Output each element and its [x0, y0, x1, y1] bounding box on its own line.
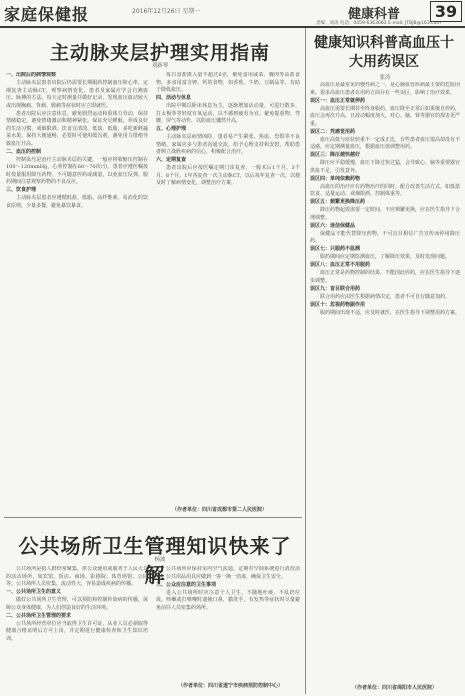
paragraph: 降压应平稳缓慢，血压下降过快过猛，会导致心、脑等重要器官供血不足，引发意外。 [310, 160, 460, 174]
subheading: 三、公众应注意的卫生事项 [156, 581, 217, 588]
subheading: 三、饮食护理 [6, 187, 37, 193]
article1-column-1 [6, 72, 148, 502]
article1-byline: 刘新琴 [151, 63, 169, 69]
subheading: 误区二：凭感觉用药 [310, 128, 356, 135]
paragraph: 公共场所应保持室内空气流通，定期对空调系统进行清洗消毒，公共用品用具应做到一客一换一消毒，确保卫生安全。 [156, 566, 300, 580]
subheading: 误区十：忽视药物副作用 [310, 301, 366, 308]
subheading: 误区三：降压越快越好 [310, 152, 361, 158]
subheading: 误区九：盲目联合用药 [310, 285, 361, 292]
paragraph: 高血压的治疗应在药物治疗的同时，配合改善生活方式，如低盐饮食、适量运动、戒烟限酒、控制体重等。 [310, 183, 460, 197]
paragraph: 联合用药应由医生根据病情决定，患者不可自行随意加药。 [320, 293, 451, 300]
article3-column [310, 82, 460, 680]
paragraph: 主动脉夹层患者应遵循低盐、低脂、高纤维素、易消化的饮食原则，少量多餐，避免暴饮暴食。 [6, 195, 148, 209]
issue-date: 2016年12月26日 星期一 [132, 8, 201, 15]
subheading: 五、心理护理 [156, 126, 187, 132]
article3-byline: 张涛 [379, 75, 391, 81]
article3-credit: （作者单位：四川省绵阳市人民医院） [352, 685, 438, 691]
article2-column-1 [6, 566, 148, 688]
subheading: 误区五：频繁更换降压药 [310, 199, 366, 205]
paragraph: 每日食盐摄入量不超过6克，避免食用咸菜、腌肉等高盐食物。多食用富含钾、钙的食物，如香蕉、牛奶、豆制品等，有助于降低血压。 [156, 72, 300, 93]
column-divider [305, 28, 306, 694]
subheading: 一、出院后的病情观察 [6, 72, 57, 78]
subheading: 一、公共场所卫生的意义 [6, 589, 62, 595]
paragraph: 高血压需要长期甚至终身服药，血压降至正常后如果擅自停药，血压会再次升高，且波动幅度加大，对心、脑、肾等器官的损害更严重。 [310, 105, 460, 127]
subheading: 二、公共场所卫生管理的要求 [6, 612, 72, 619]
newspaper-brand: 家庭保健报 [4, 5, 90, 24]
article1-credit: （作者单位：四川省成都市第二人民医院） [172, 507, 268, 513]
article2-credit: （作者单位：四川省遂宁市疾病预防控制中心） [178, 683, 284, 689]
subheading: 误区七：只服药不监测 [310, 246, 361, 252]
article1-title: 主动脉夹层护理实用指南 [49, 42, 270, 64]
editor-contact: 责编：刘涛 电话：0459-6363663 E-mail: JTBJB@163.com [316, 21, 441, 26]
paragraph: 服药期间出现不适，应及时就医，在医生指导下调整用药方案。 [320, 309, 460, 316]
article2-column-2 [156, 566, 300, 678]
article3-title: 健康知识科普高血压十大用药误区 [314, 35, 454, 70]
paragraph: 主动脉夹层患者出院后仍需要长期服药控制血压和心率，定期复查主动脉CT，观察病情变化。患者及家属应学会自测血压、脉搏的方法，每天定时测量并做好记录，发现血压波动较大或出现胸痛、背痛、腹痛等症状时应立即就医。 [6, 80, 148, 109]
paragraph: 出院早期以卧床休息为主，逐渐增加活动量，可进行散步、打太极拳等轻度有氧运动，以不感到疲劳为宜。避免提重物、弯腰、屏气等动作，以防血压骤然升高。 [156, 103, 300, 124]
paragraph: 进入公共场所时应注意个人卫生，不随地吐痰，不乱扔垃圾，咳嗽或打喷嚏时遮掩口鼻，勤洗手，有发热等症状时尽量避免前往人员密集的场所。 [156, 589, 300, 611]
paragraph: 降压药物起效需要一定时间，不应频繁更换，应在医生指导下合理调整。 [310, 207, 460, 221]
masthead [0, 0, 465, 28]
paragraph: 患者出院后应按医嘱定期门诊复查，一般术后1个月、3个月、6个月、1年各复查一次主动脉CT，以后每年复查一次，以便及时了解病情变化，调整治疗方案。 [156, 165, 300, 186]
paragraph: 控制血压是治疗主动脉夹层的关键，一般应将收缩压控制在100～120mmHg，心率控制在60～70次/分。患者应遵医嘱按时按量服用降压药物，不可随意停药或减量，以免血压反弹。服药期间注意观察药物的不良反应。 [6, 156, 148, 185]
subheading: 二、血压的控制 [6, 148, 42, 155]
subheading: 误区六：迷信保健品 [310, 222, 356, 229]
paragraph: 患者出院后应注意休息，避免剧烈运动和重体力劳动，保持情绪稳定，避免情绪激动和精神紧张。保证充足睡眠，养成良好的生活习惯，戒烟限酒。饮食宜清淡、低盐、低脂，多吃新鲜蔬菜水果，保持大便通畅，必要时可使用缓泻剂，避免用力排便导致血压升高。 [6, 110, 148, 147]
paragraph: 做好公共场所卫生管理，可以预防和控制传染病的传播，保障公众身体健康，为人们创造良好的生活环境。 [6, 597, 148, 611]
article2-title: 公共场所卫生管理知识快来了解 [18, 534, 292, 587]
section-name: 健康科普 [348, 7, 401, 22]
article1-column-2 [156, 72, 300, 502]
paragraph: 血压高低与症状轻重不一定成正比，有些患者血压很高却没有不适感，应定期测量血压，根据血压值调整用药。 [310, 136, 460, 150]
subheading: 误区八：血压正常不用服药 [310, 262, 371, 268]
subheading: 误区四：单纯依赖药物 [310, 175, 361, 182]
paragraph: 公共场所经营单位应当取得卫生许可证，从业人员必须取得健康合格证明后方可上岗，并定期进行健康检查和卫生知识培训。 [6, 620, 148, 642]
paragraph: 保健品不能代替降压药物，不可盲目相信广告宣传而停用降压药。 [310, 230, 460, 244]
subheading: 六、定期复查 [156, 157, 187, 163]
paragraph: 血压正常是药物控制的结果，不能因此停药，应在医生指导下逐步调整。 [310, 270, 460, 284]
subheading: 四、活动与休息 [156, 95, 192, 101]
paragraph: 服药期间应定期监测血压，了解降压效果，及时发现问题。 [320, 254, 451, 260]
paragraph: 高血压是最常见的慢性病之一，是心脑血管疾病最主要的危险因素。很多高血压患者在用药方面存在一些误区，影响了治疗效果。 [310, 82, 460, 96]
paragraph: 主动脉夹层病情凶险，患者易产生紧张、焦虑、恐惧等不良情绪，家属应多与患者沟通交流，给予心理支持和安慰，帮助患者树立战胜疾病的信心，积极配合治疗。 [156, 134, 300, 155]
paragraph: 公共场所是指人群经常聚集、供公众使用或服务于人民大众的活动场所，如宾馆、饭店、商场、影剧院、体育场馆、公园等。公共场所人员密集，流动性大，容易造成疾病的传播。 [6, 566, 148, 587]
article-divider [4, 517, 302, 518]
page-number: 39 [430, 1, 462, 22]
subheading: 误区一：血压正常就停药 [310, 97, 366, 104]
article2-byline: 杨波 [154, 557, 166, 563]
